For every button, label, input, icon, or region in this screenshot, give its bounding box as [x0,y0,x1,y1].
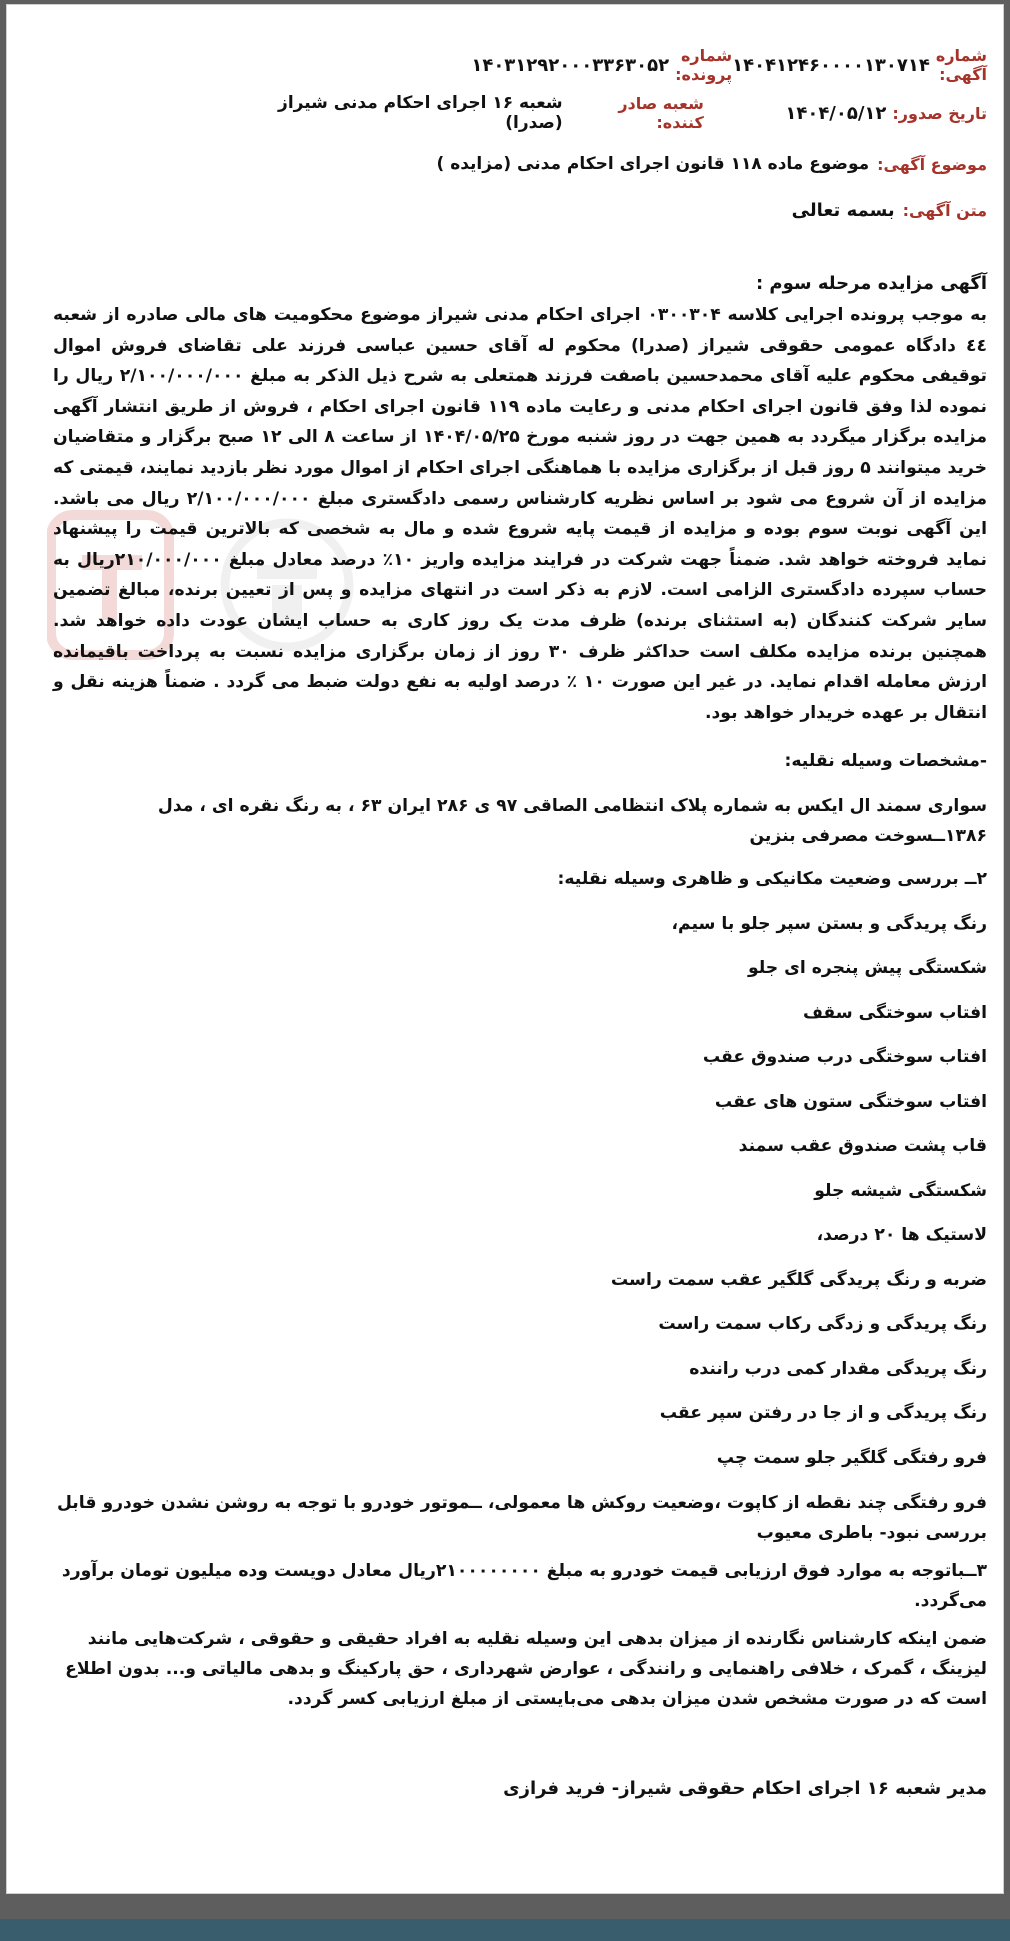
footer-bar [0,1919,1010,1941]
extra-condition: فرو رفتگی چند نقطه از کاپوت ،وضعیت روکش ها معمولی، ــموتور خودرو با توجه به روشن نشدن خودرو قابل بررسی نبود- باطری معیوب [56,1492,987,1543]
text-label: متن آگهی: [902,200,987,220]
text-field [53,187,987,233]
document-page [6,4,1004,1894]
auction-paragraph: به موجب پرونده اجرایی کلاسه ۰۳۰۰۳۰۴ اجرای احکام مدنی شیراز موضوع محکومیت های مالی صادره از شعبه ٤٤ دادگاه عمومی حقوقی شیراز (صدرا) محکوم له آقای حسین عباسی فرزند علی تقاضای فروش اموال توقیفی محکوم علیه آقای محمدحسین باصفت فرزند همتعلی به شرح ذیل الذکر به مبلغ ۲/۱۰۰/۰۰۰/۰۰۰ ریال را نموده لذا وفق قانون اجرای احکام مدنی و رعایت ماده ۱۱۹ قانون اجرای احکام ، فروش از طریق انتشار آگهی مزایده برگزار میگردد به همین جهت در روز شنبه مورخ ۱۴۰۴/۰۵/۲۵ از ساعت ۸ الی ۱۲ صبح برگزار و متقاضیان خرید میتوانند ۵ روز قبل از برگزاری مزایده با هماهنگی اجرای احکام از اموال مورد نظر بازدید نمایند، قیمتی که مزایده از آن شروع می شود بر اساس نظریه کارشناس رسمی دادگستری مبلغ ۲/۱۰۰/۰۰۰/۰۰۰ ریال می باشد. این آگهی نوبت سوم بوده و مزایده از قیمت پایه شروع شده و مال به شخصی که بالاترین قیمت را پیشنهاد نماید فروخته خواهد شد. ضمناً جهت شرکت در فرایند مزایده واریز ۱۰٪ درصد معادل مبلغ ۲۱۰/۰۰۰/۰۰۰ریال به حساب سپرده دادگستری الزامی است. لازم به ذکر است در انتهای مزایده و پس از تعیین برنده، مبالغ تضمین سایر شرکت کنندگان (به استثنای برنده) ظرف مدت یک روز کاری به حساب ایشان عودت داده خواهد شد. همچنین برنده مزایده مکلف است حداکثر ظرف ۳۰ روز از زمان برگزاری مزایده نسبت به پرداخت باقیمانده ارزش معامله اقدام نماید. در غیر این صورت ۱۰ ٪ درصد اولیه به نفع دولت ضبط می گردد . ضمناً هزینه نقل و انتقال بر عهده خریدار خواهد بود. [53,305,988,723]
notice-number-value: ۱۴۰۴۱۲۴۶۰۰۰۰۱۳۰۷۱۴ [732,54,930,76]
meta-row-numbers [53,41,987,89]
list-item: شکستگی پیش پنجره ای جلو [747,958,987,979]
issuer-field [53,93,704,133]
list-item: افتاب سوختگی سقف [802,1002,987,1023]
list-item: قاب پشت صندوق عقب سمند [738,1136,987,1157]
issue-date-value: ۱۴۰۴/۰۵/۱۲ [785,102,887,124]
list-item: رنگ پریدگی و زدگی رکاب سمت راست [658,1314,987,1335]
issue-date-field [704,103,987,124]
text-intro: بسمه تعالی [791,199,895,221]
disclaimer-text: ضمن اینکه کارشناس نگارنده از میزان بدهی این وسیله نقلیه به افراد حقیقی و حقوقی ، شرکت‌هایی مانند لیزینگ ، گمرک ، خلافی راهنمایی و رانندگی ، عوارض شهرداری ، حق پارکینگ و بدهی مالیاتی و... بدون اطلاع است که در صورت مشخص شدن میزان بدهی می‌بایستی از مبلغ ارزیابی کسر گردد. [65,1628,987,1709]
list-item: لاستیک ها ۲۰ درصد، [816,1225,987,1246]
case-number-value: ۱۴۰۳۱۲۹۲۰۰۰۳۳۶۳۰۵۲ [471,54,670,76]
specs-title: -مشخصات وسیله نقلیه: [784,750,987,771]
list-item: ضربه و رنگ پریدگی گلگیر عقب سمت راست [610,1269,987,1290]
list-item: افتاب سوختگی ستون های عقب [714,1091,987,1112]
notice-number-field [732,46,987,84]
subject-label: موضوع آگهی: [877,154,987,174]
list-item: رنگ پریدگی و از جا در رفتن سپر عقب [659,1403,987,1424]
valuation-text: ۳ــباتوجه به موارد فوق ارزیابی قیمت خودرو به مبلغ ۲۱۰۰۰۰۰۰۰۰ریال معادل دویست وده میلیون تومان برآورد می‌گردد. [61,1560,987,1611]
case-number-field [31,46,732,84]
issuer-value: شعبه ۱۶ اجرای احکام مدنی شیراز (صدرا) [278,93,563,133]
list-item: افتاب سوختگی درب صندوق عقب [702,1047,987,1068]
condition-list [53,901,987,1480]
subject-value: موضوع ماده ۱۱۸ قانون اجرای احکام مدنی (مزایده ) [436,154,870,174]
issuer-label: شعبه صادر کننده: [618,94,704,132]
list-item: رنگ پریدگی و بستن سپر جلو با سیم، [671,913,987,934]
condition-title: ۲ــ بررسی وضعیت مکانیکی و ظاهری وسیله نقلیه: [557,869,987,890]
meta-row-issue [53,89,987,137]
list-item: فرو رفتگی گلگیر جلو سمت چپ [716,1447,987,1468]
notice-number-label: شماره آگهی: [935,46,987,84]
list-item: رنگ پریدگی مقدار کمی درب راننده [689,1358,987,1379]
subject-field [53,141,987,187]
auction-heading: آگهی مزایده مرحله سوم : [755,273,987,294]
case-number-label: شماره پرونده: [675,46,733,84]
list-item: شکستگی شیشه جلو [814,1180,987,1201]
notice-content [53,41,987,1799]
signature: مدیر شعبه ۱۶ اجرای احکام حقوقی شیراز- فرید فرازی [503,1777,987,1799]
issue-date-label: تاریخ صدور: [892,103,987,123]
vehicle-description: سواری سمند ال ایکس به شماره پلاک انتظامی الصاقی ۹۷ ی ۲۸۶ ایران ۶۳ ، به رنگ نقره ای ، مدل ۱۳۸۶ــسوخت مصرفی بنزین [157,795,987,846]
